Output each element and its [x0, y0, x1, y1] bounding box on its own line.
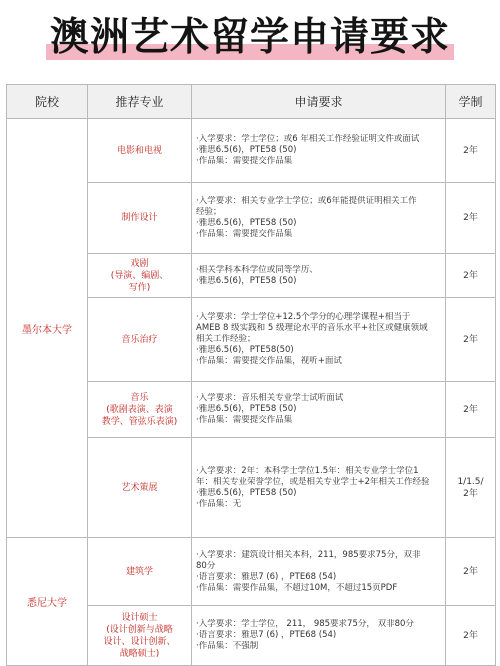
- major-name: 音乐 (歌剧表演、表演 教学、管弦乐表演): [88, 382, 192, 438]
- major-name: 电影和电视: [88, 119, 192, 183]
- duration-cell: 2年: [446, 298, 496, 382]
- table-header-row: [7, 85, 496, 119]
- page-title: 澳洲艺术留学申请要求: [46, 12, 454, 64]
- major-name: 设计硕士 (设计创新与战略 设计、设计创新、 战略硕士): [88, 606, 192, 666]
- duration-cell: 2年: [446, 382, 496, 438]
- requirements-table: [6, 84, 496, 666]
- school-name: 悉尼大学: [7, 538, 88, 666]
- duration-cell: 2年: [446, 254, 496, 298]
- major-name: 音乐治疗: [88, 298, 192, 382]
- major-name: 制作设计: [88, 183, 192, 254]
- title-banner: [0, 0, 500, 76]
- requirements-cell: ·入学要求：学士学位；或6 年相关工作经验证明文件或面试 ·雅思6.5(6)，PTE58 (50) ·作品集：需要提交作品集: [192, 119, 446, 183]
- header-requirements: 申请要求: [192, 85, 446, 119]
- table-row: [7, 538, 496, 606]
- duration-cell: 2年: [446, 119, 496, 183]
- requirements-cell: ·入学要求：2年：本科学士学位1.5年：相关专业学士学位1 年：相关专业荣誉学位，或是相关专业学士+2年相关工作经验 ·雅思6.5(6)，PTE58 (50) ·作品集：无: [192, 438, 446, 538]
- requirements-cell: ·相关学科本科学位或同等学历、 ·雅思6.5(6)，PTE58 (50): [192, 254, 446, 298]
- duration-cell: 2年: [446, 183, 496, 254]
- major-name: 建筑学: [88, 538, 192, 606]
- duration-cell: 2年: [446, 606, 496, 666]
- requirements-cell: ·入学要求：学士学位+12.5个学分的心理学课程+相当于 AMEB 8 级实践和 5 级理论水平的音乐水平+社区或健康领域 相关工作经验； ·雅思6.5(6)，PTE58(50) ·作品集：需要提交作品集，视听+面试: [192, 298, 446, 382]
- school-name: 墨尔本大学: [7, 119, 88, 538]
- requirements-cell: ·入学要求：建筑设计相关本科，211，985要求75分，双非 80分 ·语言要求：雅思7 (6) ，PTE68 (54) ·作品集：需要作品集，不超过10M，不超过15页PDF: [192, 538, 446, 606]
- requirements-cell: ·入学要求：音乐相关专业学士试听面试 ·雅思6.5(6)，PTE58 (50) ·作品集：需要提交作品集: [192, 382, 446, 438]
- duration-cell: 2年: [446, 538, 496, 606]
- major-name: 艺术策展: [88, 438, 192, 538]
- header-school: 院校: [7, 85, 88, 119]
- duration-cell: 1/1.5/ 2年: [446, 438, 496, 538]
- header-major: 推荐专业: [88, 85, 192, 119]
- requirements-cell: ·入学要求：学士学位， 211， 985要求75分， 双非80分 ·语言要求：雅思7 (6) ，PTE68 (54) ·作品集：不强制: [192, 606, 446, 666]
- header-duration: 学制: [446, 85, 496, 119]
- requirements-cell: ·入学要求：相关专业学士学位；或6年能提供证明相关工作 经验； ·雅思6.5(6)，PTE58 (50) ·作品集：需要提交作品集: [192, 183, 446, 254]
- major-name: 戏剧 (导演、编剧、 写作): [88, 254, 192, 298]
- table-row: [7, 119, 496, 183]
